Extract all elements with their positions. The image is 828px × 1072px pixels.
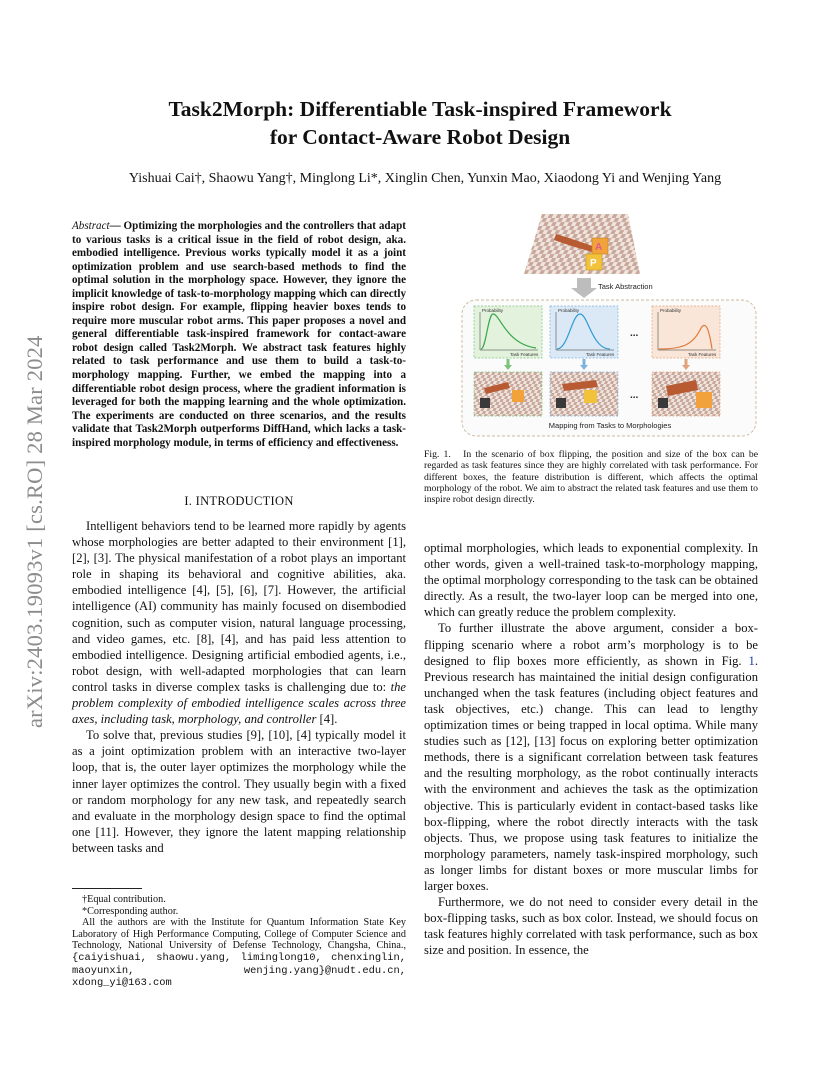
abstract-text: — Optimizing the morphologies and the controllers that adapt to various tasks is a critical issue in the field of robot design, aka. embodied intelligence. Previous works typically model it as a joint optimization problem and use search-based methods to find the optimal solution in the morphology space. However, they ignore the implicit knowledge of task-to-morphology mapping which can directly inspire robot design. For example, flipping heavier boxes tends to require more muscular robot arms. This paper proposes a novel and general differentiable task-inspired framework for contact-aware robot design called Task2Morph. We abstract task features highly related to task performance and use them to build a task-to-morphology mapping. Further, we embed the mapping into a differentiable robot design process, where the gradient information is leveraged for both the mapping learning and the whole optimization. The experiments are conducted on three scenarios, and the results validate that Task2Morph outperforms DiffHand, which lacks a task-inspired morphology module, in terms of efficiency and effectiveness. — [72, 220, 406, 449]
cube-letter-a: A — [595, 242, 603, 253]
mapping-label: Mapping from Tasks to Morphologies — [548, 421, 672, 430]
distribution-panel-green — [474, 306, 542, 358]
caption-label: Fig. 1. — [424, 449, 451, 460]
intro-paragraph-1 — [72, 518, 406, 727]
intro-paragraph-2: To solve that, previous studies [9], [10], [4] typically model it as a joint optimization problem with an interactive two-layer loop, that is, the outer layer optimizes the morphology while the inner layer optimizes the control. They usually begin with a fixed or random morphology for any new task, and repeatedly search and evaluate in the morphology design space to find the optimal one [11]. However, they ignore the latent mapping relationship between tasks and — [72, 728, 406, 855]
orange-panel-xlabel: Task Features — [688, 352, 717, 357]
ellipsis-bottom: ... — [630, 390, 639, 401]
author-emails: {caiyishuai, shaowu.yang, liminglong10, chenxinglin, maoyunxin, wenjing.yang}@nudt.edu.cn, xdong_yi@163.com — [72, 951, 406, 990]
box-flipping-scene — [524, 214, 640, 274]
title-line-1: Task2Morph: Differentiable Task-inspired Framework — [168, 97, 672, 121]
blue-panel-ylabel: Probability — [558, 308, 580, 313]
introduction-body — [72, 518, 406, 856]
blue-panel-xlabel: Task Features — [586, 352, 615, 357]
task-abstraction-arrow — [571, 278, 653, 298]
morphology-scene-blue — [550, 372, 618, 416]
morphology-scene-green — [474, 372, 542, 416]
morphology-scene-orange — [652, 372, 720, 416]
title-line-2: for Contact-Aware Robot Design — [269, 125, 571, 149]
paper-title — [60, 95, 780, 151]
intro-p1-emphasis: the problem complexity of embodied intelligence scales across three axes, including task, morphology, and controller — [72, 679, 406, 727]
figure-1-caption — [424, 449, 758, 505]
right-p2-end: . Previous research has maintained the initial design configuration unchanged when the task features (including object features and task objectives, etc.) change. This can lead to lengthy optimization times or being trapped in local optima. While many studies such as [12], [13] focus on exploring better optimization methods, there is a significant correlation between task features and the resulting morphology, as the robot continually interacts with the environment and achieves the task as the optimization objective. This is particularly evident in contact-based tasks like box-flipping, where the robot directly interacts with the task objects. Thus, we propose using task features to initialize the morphology parameters, namely task-inspired morphology, such as longer limbs for distant boxes or more muscular limbs for larger boxes. — [424, 653, 758, 893]
abstract-label: Abstract — [72, 220, 110, 232]
distribution-panel-orange — [652, 306, 720, 358]
author-list: Yishuai Cai†, Shaowu Yang†, Minglong Li*, Xinglin Chen, Yunxin Mao, Xiaodong Yi and Wenjing Yang — [128, 171, 722, 186]
cube-letter-p: P — [590, 258, 597, 269]
right-column-body — [424, 540, 758, 958]
intro-p1-end: [4]. — [316, 712, 338, 727]
right-p2-start: To further illustrate the above argument, consider a box-flipping scenario where a robot arm’s morphology is to be designed to flip boxes more efficiently, as shown in Fig. — [424, 621, 758, 668]
intro-p1-text: Intelligent behaviors tend to be learned more rapidly by agents whose morphologies are better adapted to their environment [1], [2], [3]. The physical manifestation of a robot plays an important role in shaping its behavioral and cognitive abilities, aka. embodied intelligence [4], [5], [6], [7]. However, the artificial intelligence (AI) community has mainly focused on disembodied cognition, such as computer vision, natural language processing, and video games, etc. [8], [4], and has paid less attention to embodied intelligence. Designing artificial embodied agents, i.e., robot design, with well-adapted morphologies that can learn control tasks in diverse complex tasks is challenging due to: — [72, 519, 406, 694]
footnotes — [72, 894, 406, 990]
green-panel-xlabel: Task Features — [510, 352, 539, 357]
green-panel-ylabel: Probability — [482, 308, 504, 313]
task-abstraction-label: Task Abstraction — [598, 282, 653, 291]
affiliation-text: All the authors are with the Institute for Quantum Information State Key Laboratory of High Performance Computing, College of Computer Science and Technology, National University of Defense Technology, Changsha, China., — [72, 917, 406, 952]
figure-reference-link[interactable]: 1 — [748, 653, 755, 668]
right-paragraph-2 — [424, 620, 758, 894]
footnote-rule — [72, 888, 142, 889]
arxiv-identifier: arXiv:2403.19093v1 [cs.RO] 28 Mar 2024 — [22, 335, 47, 728]
orange-panel-ylabel: Probability — [660, 308, 682, 313]
footnote-affiliation — [72, 917, 406, 990]
distribution-panel-blue — [550, 306, 618, 358]
figure-1-illustration — [460, 210, 760, 438]
section-heading-introduction: I. INTRODUCTION — [184, 494, 294, 508]
footnote-corresponding: *Corresponding author. — [82, 905, 179, 917]
right-paragraph-3: Furthermore, we do not need to consider every detail in the box-flipping tasks, such as box color. Instead, we should focus on task features highly correlated with task performance, such as box size and position. In essence, the — [424, 895, 758, 958]
abstract — [72, 220, 406, 450]
footnote-equal-contribution: †Equal contribution. — [82, 894, 166, 905]
right-paragraph-1: optimal morphologies, which leads to exponential complexity. In other words, given a well-trained task-to-morphology mapping, the optimal morphology corresponding to the task can be obtained directly. As a result, the two-layer loop can be merged into one, which can greatly reduce the problem complexity. — [424, 541, 759, 620]
caption-text: In the scenario of box flipping, the position and size of the box can be regarded as task features since they are highly correlated with task performance. For different boxes, the feature distribution is different, which affects the optimal morphology of the robot. We aim to abstract the related task features and use them to inspire robot design directly. — [424, 449, 758, 506]
figure-1 — [460, 210, 760, 438]
ellipsis-top: ... — [630, 328, 639, 339]
